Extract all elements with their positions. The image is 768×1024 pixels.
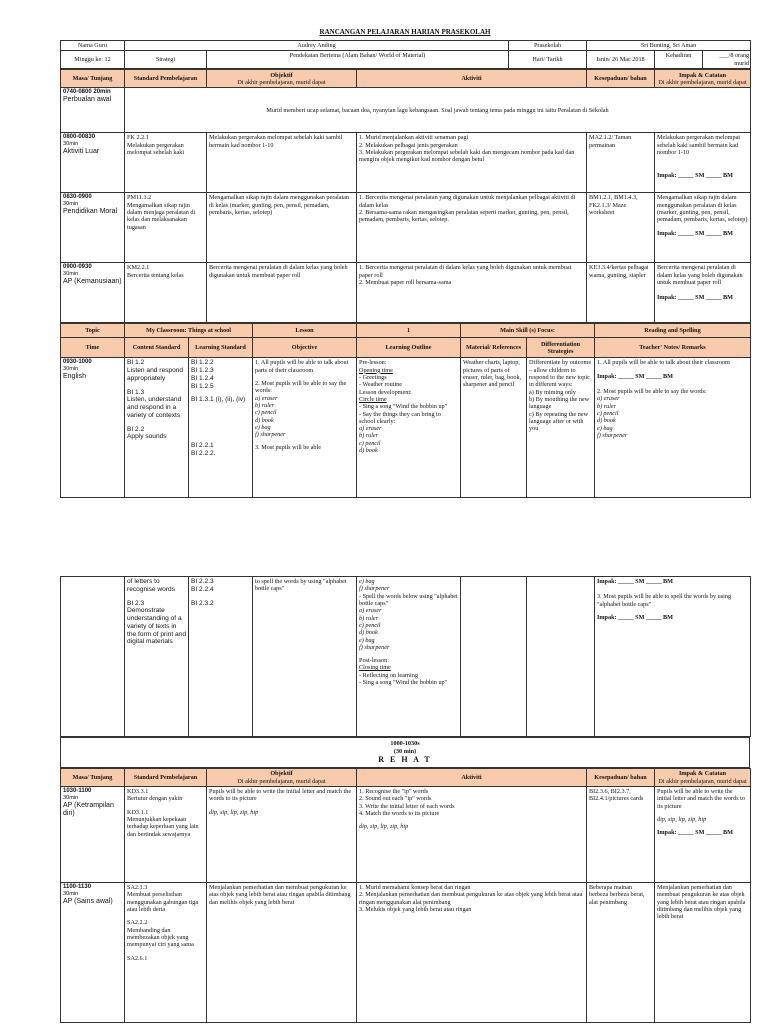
col-objective: Objective <box>253 338 357 358</box>
integration-cell: BI2.3.6, BI2.3.7, BI2.4.1/pictures cards <box>587 787 655 883</box>
col-kesepaduan: Kesepaduan/ bahan <box>587 769 655 787</box>
teacher-name: Audrey Anding <box>125 41 509 51</box>
col-standard: Standard Pembelajaran <box>125 769 207 787</box>
impact-cell: Pupils will be able to write the initial letter and match the words to its picture dip, sip, lip, zip, hip Impak: _____ SM _____ BM <box>655 787 751 883</box>
integration-cell: BM1.2.1, BM1.4.3, FK2.1.3/ Maze worksheet <box>587 193 655 263</box>
differentiation-cell <box>527 577 595 737</box>
col-differentiation: Differentiation Strategies <box>527 338 595 358</box>
time-cell: 1030-1100 30min AP (Ketrampilan diri) <box>61 787 125 883</box>
material-cell: Weather charts, laptop, pictures of parts of eraser, ruler, bag, book, sharpener and pencil <box>461 358 527 498</box>
activity-cell: 1. Bercerita mengenai peralatan yang digunakan untuk menjalankan pelbagai aktiviti di dalam kelas 2. Bersama-sama rakan mengasingkan peralatan seperti marker, gunting, pen, pensil, pemadam, pembaris, kertas, selotep. <box>357 193 587 263</box>
content-standard-cell: BI 1.2 Listen and respond appropriately BI 1.3 Listen, understand and respond in a variety of contexts BI 2.2 Apply sounds <box>125 358 189 498</box>
main-skill-label: Main Skill (s) Focus: <box>461 324 595 338</box>
lesson-label: Lesson <box>253 324 357 338</box>
lesson-number: 1 <box>357 324 461 338</box>
prasekolah-label: Prasekolah <box>509 41 587 51</box>
standard-cell: KM2.2.1 Bercerita tentang kelas <box>125 263 207 323</box>
activity-cell: 1. Murid menjalankan aktiviti senaman pagi 2. Melakukan pelbagai jenis pergerakan 3. Melakukan pergerakan melompat sebelah kaki dan mengecam nombor pada kad dan mengira objek mengikut kad nombor dengan betul <box>357 133 587 193</box>
standard-cell: SA2.1.3 Membuat perselisihan menggunakan gabungan tiga atau lebih deria SA2.2.2 Membanding dan membezakan objek yang mempunyai ciri yang sama SA2.6.1 <box>125 883 207 1023</box>
col-kesepaduan: Kesepaduan/ bahan <box>587 70 655 88</box>
integration-cell: Beberapa mainan berbeza berbeza berat, alat penimbang <box>587 883 655 1023</box>
col-objektif: Objektif Di akhir pembelajaran, murid dapat <box>207 70 357 88</box>
objective-cell: to spell the words by using "alphabet bottle caps" <box>253 577 357 737</box>
col-time: Time <box>61 338 125 358</box>
time-cell: 1100-1130 30min AP (Sains awal) <box>61 883 125 1023</box>
perbualan-text: Murid memberi ucap selamat, bacaan doa, nyanyian lagu kebangsaan. Soal jawab tentang tema pada minggu ini iaitu Peralatan di Sekolah <box>125 88 751 133</box>
rehat-table <box>60 737 750 768</box>
time-cell: 0830-0900 30min Pendidikan Moral <box>61 193 125 263</box>
objective-cell: Pupils will be able to write the initial letter and match the words to its picture dip, sip, lip, zip, hip <box>207 787 357 883</box>
col-aktiviti: Aktiviti <box>357 769 587 787</box>
day-date: Isnin/ 26 Mac 2018 <box>587 51 655 69</box>
main-skill-value: Reading and Spelling <box>595 324 751 338</box>
learning-standard-cell: BI 1.2.2 BI 1.2.3 BI 1.2.4 BI 1.2.5 BI 1.3.1 (i), (ii), (iv) BI 2.2.1 BI 2.2.2. <box>189 358 253 498</box>
daily-activities-table <box>60 69 751 323</box>
table-row <box>61 883 751 1023</box>
impact-cell: Menjalankan pemerhatian dan membuat pengukuran ke atas objek yang lebih berat atau ringan apabila ditimbang dan melihis objek yang lebih berat <box>655 883 751 1023</box>
learning-outline-cell: e) bag f) sharpener - Spell the words below using "alphabet bottle caps" a) eraser b) ruler c) pencil d) book e) bag f) sharpener Post-lesson: Closing time - Reflecting on learning - Sing a song "Wind the bobbin up" <box>357 577 461 737</box>
attendance-cell <box>655 51 751 69</box>
activity-cell: 1. Recognise the "ip" words 2. Sound out each "ip" words 3. Write the initial letter of each words 4. Match the words to its picture dip, sip, lip, zip, hip <box>357 787 587 883</box>
kehadiran-label: Kehadiran <box>655 51 703 68</box>
page-title: RANCANGAN PELAJARAN HARIAN PRASEKOLAH <box>319 28 491 36</box>
rehat-cell <box>61 738 750 768</box>
col-material: Material/ References <box>461 338 527 358</box>
teacher-notes-cell: 1. All pupils will be able to talk about their classroom Impak: _____ SM _____ BM 2. Most pupils will be able to say the words: a) eraser b) ruler c) pencil d) book e) bag f) sharpener <box>595 358 751 498</box>
col-impak: Impak & Catatan Di akhir pembelajaran, murid dapat <box>655 769 751 787</box>
standard-cell: KD3.3.1 Bertutur dengan yakin KD3.1.1 Menunjukkan kepekaan terhadap keperluan yang lain dan bertindak sewajarnya <box>125 787 207 883</box>
strategi-label: Strategi <box>125 51 207 69</box>
time-cell: 0740-0800 20min Perbualan awal <box>61 88 125 133</box>
objective-cell: Melakukan pergerakan melompat sebelah kaki sambil bermain kad nombor 1-10 <box>207 133 357 193</box>
col-learning-standard: Learning Standard <box>189 338 253 358</box>
time-cell: 0930-1000 30min English <box>61 358 125 498</box>
table-row <box>61 787 751 883</box>
topic-label: Topic <box>61 324 125 338</box>
table-row <box>61 193 751 263</box>
header-info-table <box>60 40 751 69</box>
material-cell <box>461 577 527 737</box>
table-row <box>61 358 751 498</box>
nama-guru-label: Nama Guru <box>61 41 125 51</box>
integration-cell: MA2.1.2/ Taman permainan <box>587 133 655 193</box>
col-masa: Masa/ Tunjang <box>61 70 125 88</box>
page-break <box>0 540 768 576</box>
lesson-plan-page-1 <box>60 40 750 498</box>
learning-standard-cell: BI 2.2.3 BI 2.2.4 BI 2.3.2 <box>189 577 253 737</box>
topic-value: My Classroom: Things at school <box>125 324 253 338</box>
objective-cell: Mengamalkan sikap rajin dalam menggunakan peralatan di kelas (marker, gunting, pen, pensil, pemadam, pembaris, kertas, selotep) <box>207 193 357 263</box>
objective-cell: Bercerita mengenai peralatan di dalam kelas yang boleh digunakan untuk membuat paper roll <box>207 263 357 323</box>
week-number: Minggu ke: 12 <box>61 51 125 69</box>
table-row <box>61 577 751 737</box>
lesson-plan-page-2 <box>60 576 750 1023</box>
col-masa: Masa/ Tunjang <box>61 769 125 787</box>
time-cell <box>61 577 125 737</box>
activity-cell: 1. Bercerita mengenai peralatan di dalam kelas yang boleh digunakan untuk membuat paper roll 2. Membuat paper roll bersama-sama <box>357 263 587 323</box>
impact-cell: Melakukan pergerakan melompat sebelah kaki sambil bermain kad nombor 1-10 Impak: _____ SM _____ BM <box>655 133 751 193</box>
afternoon-activities-table <box>60 768 751 1023</box>
standard-cell: FK 2.2.1 Melakukan pergerakan melompat sebelah kaki <box>125 133 207 193</box>
time-cell: 0900-0930 30min AP (Kemanusiaan) <box>61 263 125 323</box>
col-content-standard: Content Standard <box>125 338 189 358</box>
differentiation-cell: Differentiate by outcome – allow children to respond to the new topic in different ways: a) By miming only b) By mouthing the new language c) By repeating the new language after or with you <box>527 358 595 498</box>
activity-cell: 1. Murid memahami konsep berat dan ringan 2. Menjalankan pemerhatian dan membuat pengukuran ke atas objek yang lebih berat atau ringan menggunakan alat penimbang 3. Melukis objek yang lebih berat atau ringan <box>357 883 587 1023</box>
rehat-time: 1000-1030s <box>390 740 420 748</box>
objective-cell: Menjalankan pemerhatian dan membuat pengukuran ke atas objek yang lebih berat atau ringan apabila ditimbang dan melihis objek yang lebih berat <box>207 883 357 1023</box>
table-row <box>61 263 751 323</box>
col-impak: Impak & Catatan Di akhir pembelajaran, murid dapat <box>655 70 751 88</box>
col-standard: Standard Pembelajaran <box>125 70 207 88</box>
content-standard-cell: of letters to recognise words BI 2.3 Demonstrate understanding of a variety of texts in the form of print and digital materials <box>125 577 189 737</box>
table-row <box>61 133 751 193</box>
standard-cell: PM11.1.2 Mengamalkan sikap rajin dalam menjaga peralatan di kelas dan melaksanakan tugasan <box>125 193 207 263</box>
impact-cell: Mengamalkan sikap rajin dalam menggunakan peralatan di kelas (marker, gunting, pen, pensil, pemadam, pembaris, kertas, selotep) Impak: _____ SM _____ BM <box>655 193 751 263</box>
col-learning-outline: Learning Outline <box>357 338 461 358</box>
impact-cell: Bercerita mengenai peralatan di dalam kelas yang boleh digunakan untuk membuat paper roll Impak: _____ SM _____ BM <box>655 263 751 323</box>
english-lesson-table <box>60 323 751 498</box>
col-objektif: Objektif Di akhir pembelajaran, murid dapat <box>207 769 357 787</box>
rehat-label: R E H A T <box>378 755 432 765</box>
objective-cell: 1. All pupils will be able to talk about parts of their classroom 2. Most pupils will be able to say the words: a) eraser b) ruler c) pencil d) book e) bag f) sharpener 3. Most pupils will be able <box>253 358 357 498</box>
rehat-duration: (30 min) <box>393 747 417 755</box>
col-teacher-notes: Teacher' Notes/ Remarks <box>595 338 751 358</box>
hari-label: Hari/ Tarikh <box>509 51 587 69</box>
attendance-value: ___/8 orang murid <box>719 52 750 67</box>
teacher-notes-cell: Impak: _____ SM _____ BM 3. Most pupils will be able to spell the words by using "alphabet bottle caps" Impak: _____ SM _____ BM <box>595 577 751 737</box>
time-cell: 0800-00830 30min Aktiviti Luar <box>61 133 125 193</box>
strategy-value: Pendekatan Bertema (Alam Bahan/ World of Material) <box>207 51 509 69</box>
col-aktiviti: Aktiviti <box>357 70 587 88</box>
english-lesson-continued <box>60 576 751 737</box>
integration-cell: KE3.3.4/kertas pelbagai warna, gunting, stapler <box>587 263 655 323</box>
learning-outline-cell: Pre-lesson: Opening time - Greetings - Weather routine Lesson development: Circle time - Sing a song "Wind the bobbin up" - Say the things they can bring to school clearly: a) eraser b) ruler c) pencil d) book <box>357 358 461 498</box>
preschool-name: Sri Bunting, Sri Aman <box>587 41 751 51</box>
